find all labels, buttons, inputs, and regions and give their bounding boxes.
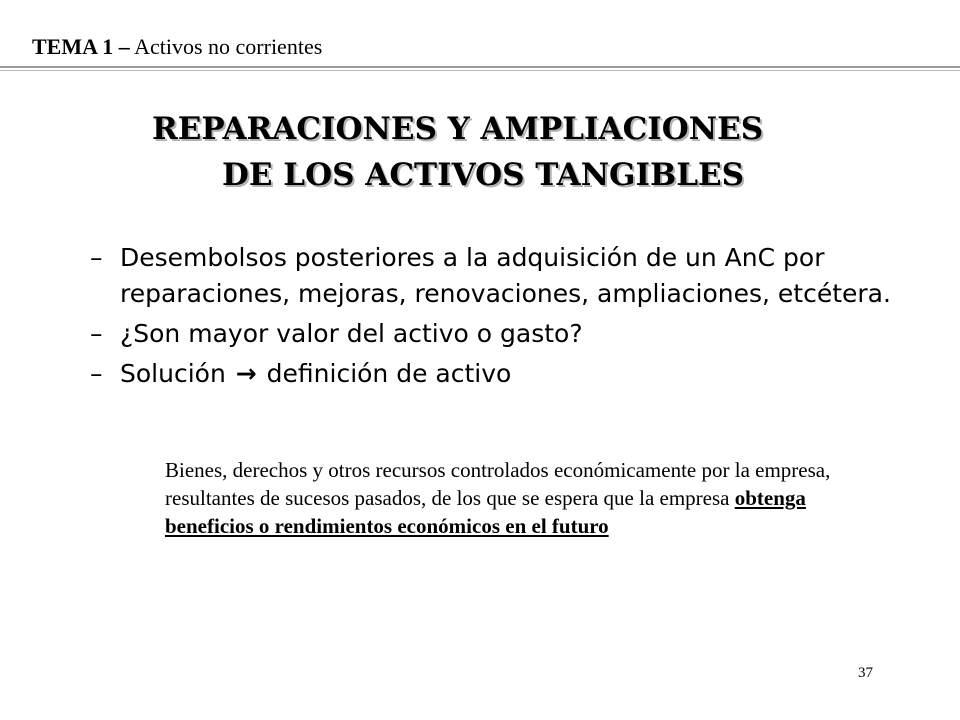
header-divider [0,66,960,68]
bullet-text: ¿Son mayor valor del activo o gasto? [120,319,583,348]
slide-title-line-1: REPARACIONES Y AMPLIACIONES [152,111,764,147]
definition-text: Bienes, derechos y otros recursos controlados económicamente por la empresa, resultantes de sucesos pasados, de los que se espera que la empresa [165,458,831,510]
arrow-right-icon: → [235,359,257,388]
header-divider-secondary [0,70,960,71]
header-topic: TEMA 1 – [32,34,130,59]
header [32,34,322,60]
slide-title-line-2: DE LOS ACTIVOS TANGIBLES [222,157,745,193]
header-subtitle: Activos no corrientes [134,34,323,59]
bullet-text-solution: Solución [120,359,226,388]
bullet-text-definition: definición de activo [266,359,512,388]
bullet-item-2 [90,316,910,352]
bullet-dash: – [90,243,103,272]
bullet-item-1 [90,240,910,312]
bullet-text: Desembolsos posteriores a la adquisición de un AnC por reparaciones, mejoras, renovaciones, ampliaciones, etcétera. [120,243,891,308]
asset-definition [165,456,865,540]
bullet-dash: – [90,359,103,388]
page-number: 37 [858,665,873,681]
bullet-item-3 [90,356,910,392]
bullet-list [90,240,910,396]
definition-emphasis: obtenga beneficios o rendimientos económicos en el futuro [165,486,806,538]
bullet-dash: – [90,319,103,348]
